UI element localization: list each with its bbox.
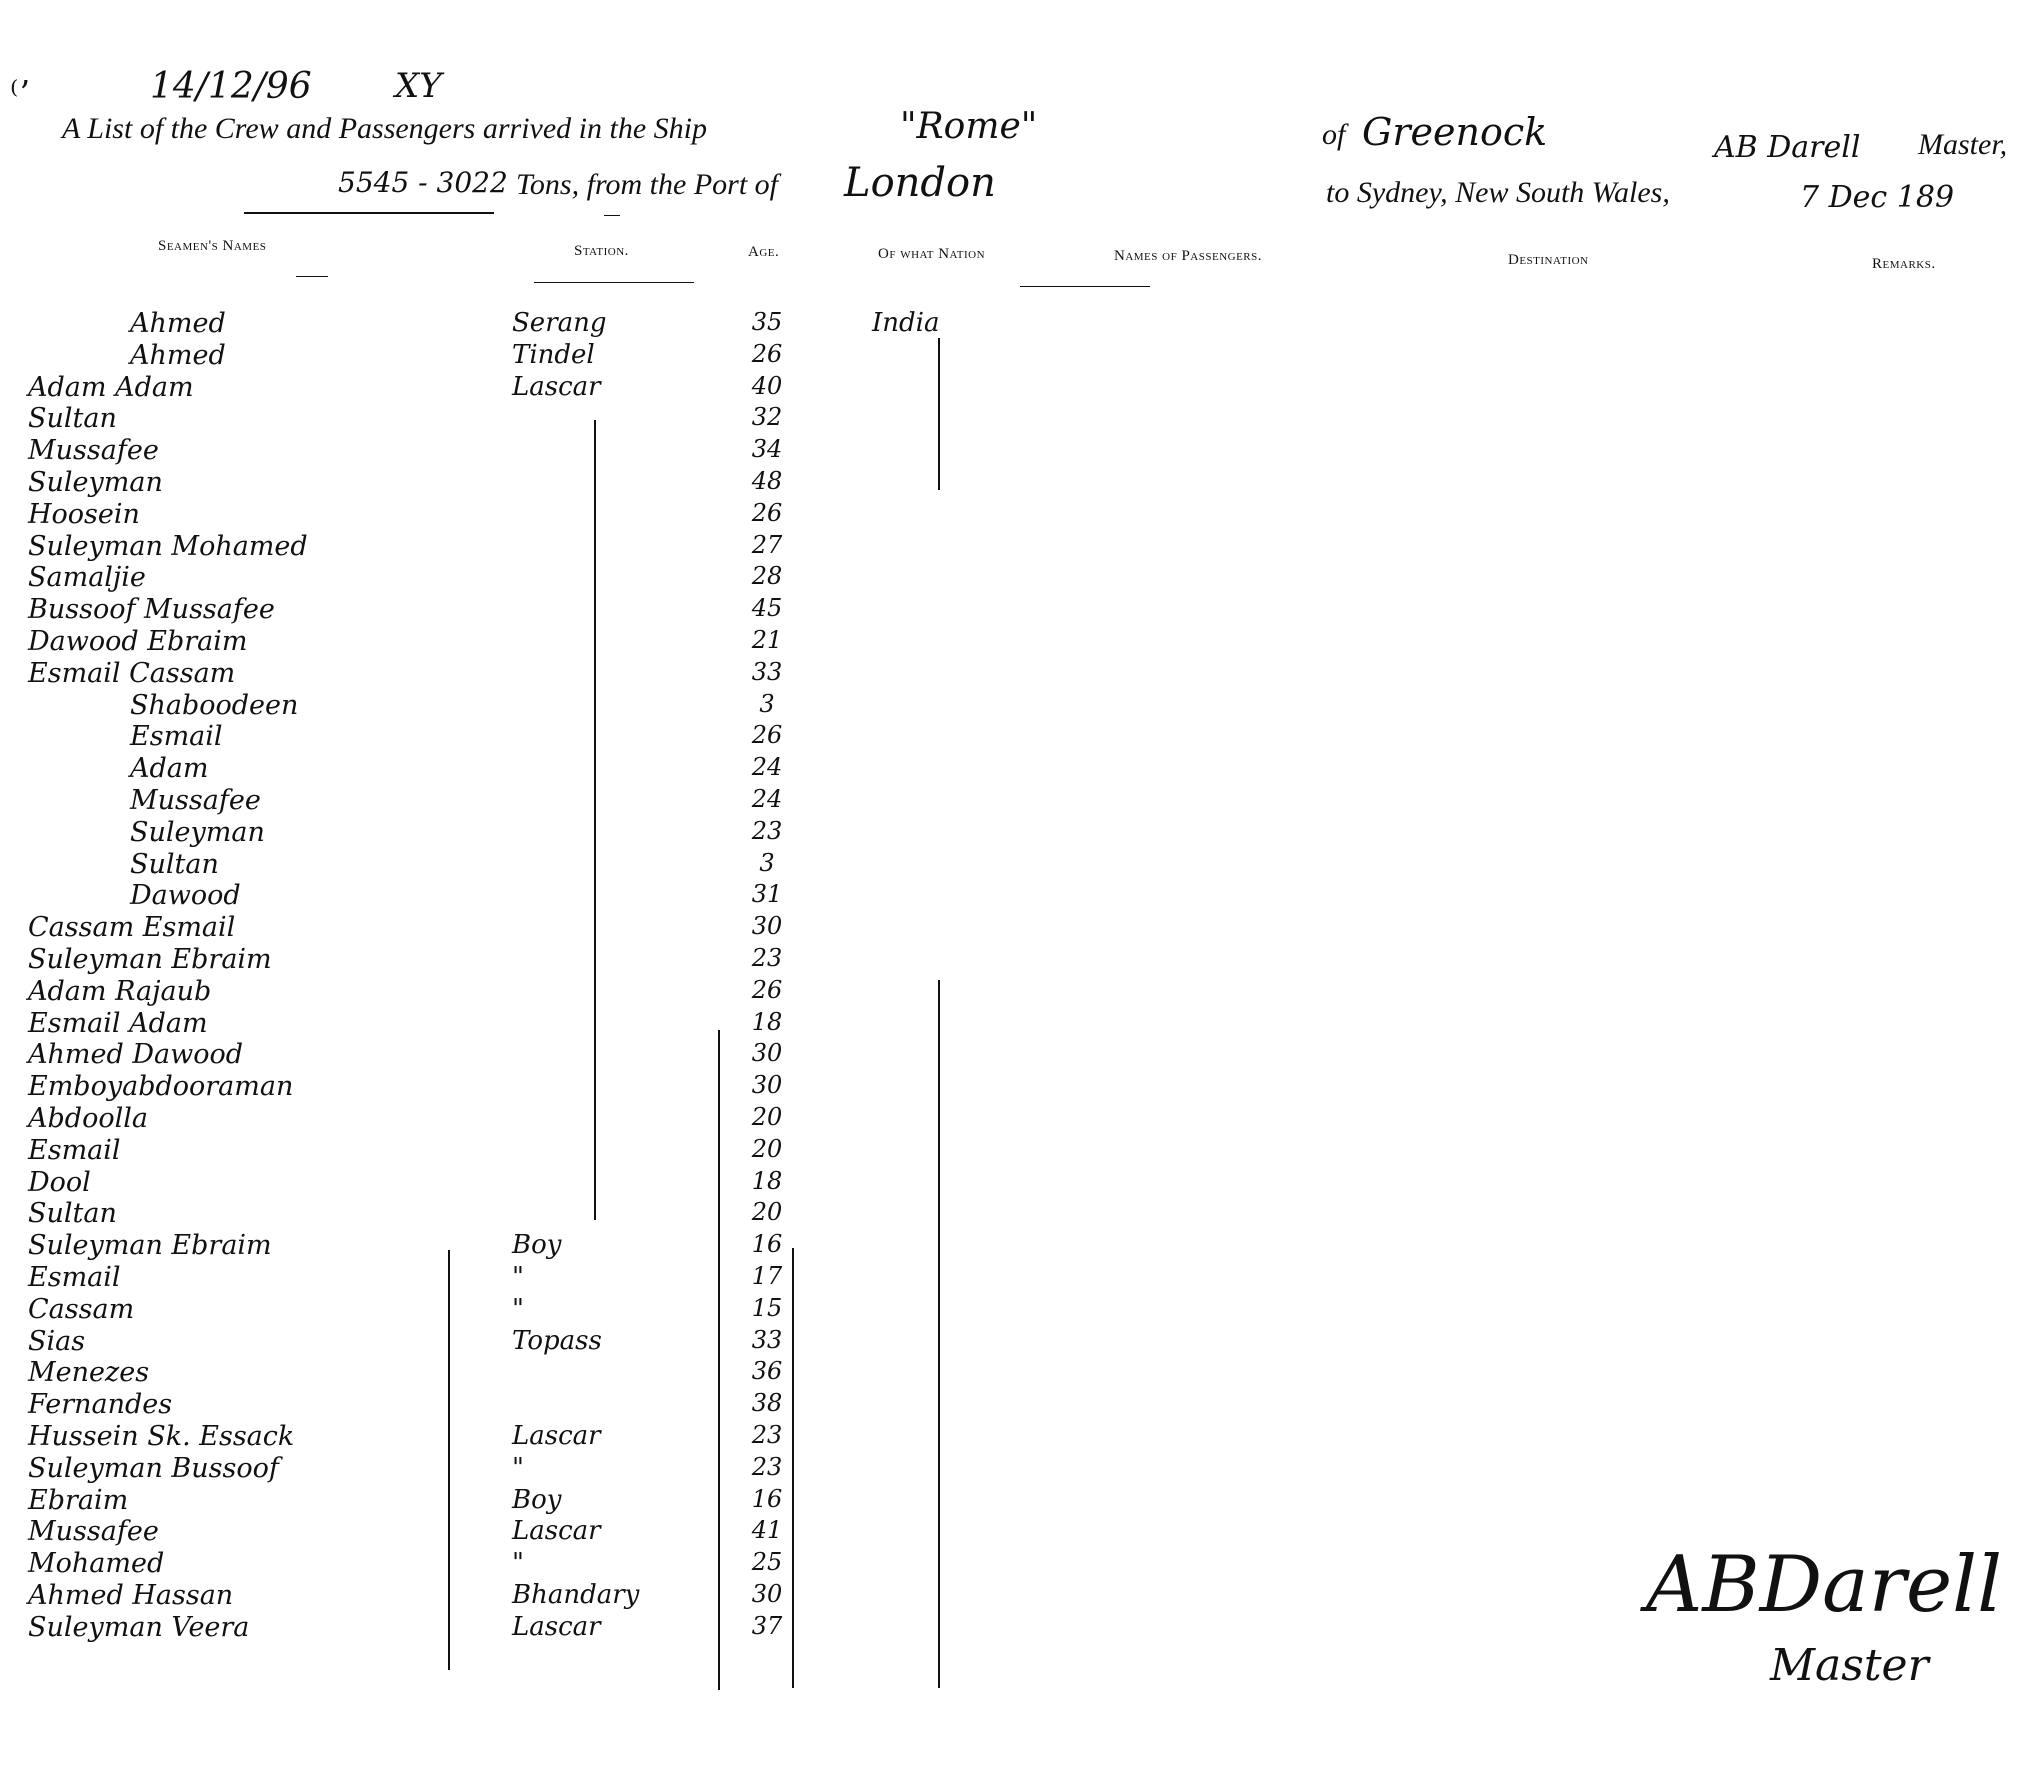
master-label: Master,	[1918, 128, 2008, 161]
crew-name: Dool	[28, 1167, 91, 1198]
crew-name: Abdoolla	[28, 1103, 148, 1134]
crew-name: Esmail	[130, 721, 223, 752]
crew-name: Hussein Sk. Essack	[28, 1421, 295, 1452]
crew-station: "	[512, 1453, 524, 1483]
crew-age: 26	[751, 976, 783, 1004]
crew-age: 26	[751, 340, 783, 368]
crew-name: Shaboodeen	[130, 690, 299, 721]
crew-age: 30	[751, 912, 783, 940]
crew-name: Mussafee	[130, 785, 261, 816]
crew-age: 23	[751, 1453, 783, 1481]
crew-station: Bhandary	[512, 1580, 640, 1610]
col-nation: Of what Nation	[878, 246, 986, 262]
crew-age: 23	[751, 944, 783, 972]
crew-age: 45	[751, 594, 783, 622]
crew-name: Dawood	[130, 880, 241, 911]
crew-station: "	[512, 1294, 524, 1324]
header-rule-left	[244, 212, 494, 214]
crew-age: 15	[751, 1294, 783, 1322]
master-name: AB Darell	[1714, 130, 1861, 165]
crew-age: 18	[751, 1008, 783, 1036]
master-signature: ABDarell	[1646, 1540, 2003, 1630]
crew-name: Suleyman Ebraim	[28, 944, 272, 975]
crew-age: 27	[751, 531, 783, 559]
crew-name: Mussafee	[28, 435, 159, 466]
crew-age: 37	[751, 1612, 783, 1640]
crew-name: Menezes	[28, 1357, 150, 1388]
crew-name: Sias	[28, 1326, 86, 1357]
crew-station: Lascar	[512, 1421, 601, 1451]
crew-name: Sultan	[28, 403, 117, 434]
crew-station: Serang	[512, 308, 607, 338]
crew-name: Ahmed	[130, 308, 226, 339]
crew-age: 30	[751, 1039, 783, 1067]
form-intro: A List of the Crew and Passengers arrived in the Ship	[62, 112, 707, 145]
crew-age: 48	[751, 467, 783, 495]
arrival-date: 7 Dec 189	[1800, 180, 1955, 215]
col-station: Station.	[574, 243, 629, 259]
crew-age: 38	[751, 1389, 783, 1417]
crew-name: Suleyman	[130, 817, 265, 848]
crew-age: 26	[751, 499, 783, 527]
crew-name: Ahmed Dawood	[28, 1039, 243, 1070]
crew-age: 32	[751, 403, 783, 431]
age-rule	[718, 1030, 720, 1690]
crew-age: 33	[751, 658, 783, 686]
crew-name: Ahmed	[130, 340, 226, 371]
crew-name: Dawood Ebraim	[28, 626, 248, 657]
crew-age: 3	[759, 690, 775, 718]
crew-name: Esmail Cassam	[28, 658, 236, 689]
crew-age: 20	[751, 1198, 783, 1226]
crew-age: 36	[751, 1357, 783, 1385]
crew-age: 23	[751, 1421, 783, 1449]
crew-name: Mussafee	[28, 1516, 159, 1547]
port-name: London	[844, 160, 996, 206]
crew-name: Cassam Esmail	[28, 912, 236, 943]
signature-title: Master	[1770, 1640, 1929, 1691]
crew-name: Sultan	[130, 849, 219, 880]
crew-name: Esmail Adam	[28, 1008, 208, 1039]
crew-age: 3	[759, 849, 775, 877]
tonnage: 5545 - 3022	[338, 166, 508, 199]
crew-age: 24	[751, 785, 783, 813]
crew-name: Adam Rajaub	[28, 976, 212, 1007]
crew-age: 28	[751, 562, 783, 590]
col-rule-seamen	[296, 276, 328, 277]
crew-name: Suleyman Mohamed	[28, 531, 308, 562]
crew-age: 30	[751, 1071, 783, 1099]
of-place: Greenock	[1362, 110, 1548, 154]
crew-station: "	[512, 1262, 524, 1292]
crew-age: 31	[751, 880, 783, 908]
crew-name: Suleyman Ebraim	[28, 1230, 272, 1261]
crew-age: 20	[751, 1135, 783, 1163]
col-passengers: Names of Passengers.	[1114, 248, 1263, 264]
crew-age: 35	[751, 308, 783, 336]
crew-name: Esmail	[28, 1262, 121, 1293]
header-rule-right	[604, 215, 620, 216]
crew-station: Lascar	[512, 1612, 601, 1642]
col-remarks: Remarks.	[1872, 256, 1936, 272]
crew-age: 16	[751, 1230, 783, 1258]
crew-name: Suleyman	[28, 467, 163, 498]
crew-station: Boy	[512, 1230, 562, 1260]
crew-age: 17	[751, 1262, 783, 1290]
crew-age: 34	[751, 435, 783, 463]
date-stamp: 14/12/96	[150, 66, 312, 107]
crew-age: 23	[751, 817, 783, 845]
crew-age: 21	[751, 626, 783, 654]
crew-nation: India	[872, 308, 940, 338]
crew-name: Ahmed Hassan	[28, 1580, 234, 1611]
col-destination: Destination	[1508, 252, 1589, 268]
crew-age: 26	[751, 721, 783, 749]
crew-age: 33	[751, 1326, 783, 1354]
tons-label: Tons, from the Port of	[516, 168, 778, 201]
crew-age: 24	[751, 753, 783, 781]
crew-name: Suleyman Bussoof	[28, 1453, 279, 1484]
stamp-number: XY	[395, 66, 442, 106]
crew-name: Esmail	[28, 1135, 121, 1166]
crew-age: 16	[751, 1485, 783, 1513]
corner-mark: ⁽ʼ	[10, 74, 30, 114]
crew-station: Lascar	[512, 372, 601, 402]
crew-station: Boy	[512, 1485, 562, 1515]
crew-name: Samaljie	[28, 562, 146, 593]
ship-name: "Rome"	[900, 106, 1038, 147]
crew-age: 40	[751, 372, 783, 400]
crew-age: 18	[751, 1167, 783, 1195]
crew-station: Topass	[512, 1326, 602, 1356]
crew-age: 41	[751, 1516, 783, 1544]
crew-name: Mohamed	[28, 1548, 165, 1579]
crew-name: Fernandes	[28, 1389, 173, 1420]
crew-name: Emboyabdooraman	[28, 1071, 294, 1102]
station-rule-1	[594, 420, 596, 1220]
of-label: of	[1322, 118, 1346, 151]
crew-name: Sultan	[28, 1198, 117, 1229]
col-rule-passengers	[1020, 286, 1150, 287]
col-rule-station	[534, 282, 694, 283]
crew-name: Ebraim	[28, 1485, 129, 1516]
nation-rule-1	[938, 338, 940, 490]
crew-name: Cassam	[28, 1294, 135, 1325]
crew-station: Lascar	[512, 1516, 601, 1546]
col-age: Age.	[748, 244, 780, 260]
crew-name: Suleyman Veera	[28, 1612, 250, 1643]
col-seamen-names: Seamen's Names	[158, 238, 267, 254]
crew-name: Hoosein	[28, 499, 140, 530]
station-rule-2	[448, 1250, 450, 1670]
crew-name: Adam Adam	[28, 372, 194, 403]
crew-age: 25	[751, 1548, 783, 1576]
crew-name: Bussoof Mussafee	[28, 594, 275, 625]
nation-rule-2	[938, 980, 940, 1688]
crew-age: 30	[751, 1580, 783, 1608]
destination-label: to Sydney, New South Wales,	[1326, 176, 1670, 209]
crew-age: 20	[751, 1103, 783, 1131]
crew-name: Adam	[130, 753, 209, 784]
crew-station: "	[512, 1548, 524, 1578]
crew-station: Tindel	[512, 340, 595, 370]
